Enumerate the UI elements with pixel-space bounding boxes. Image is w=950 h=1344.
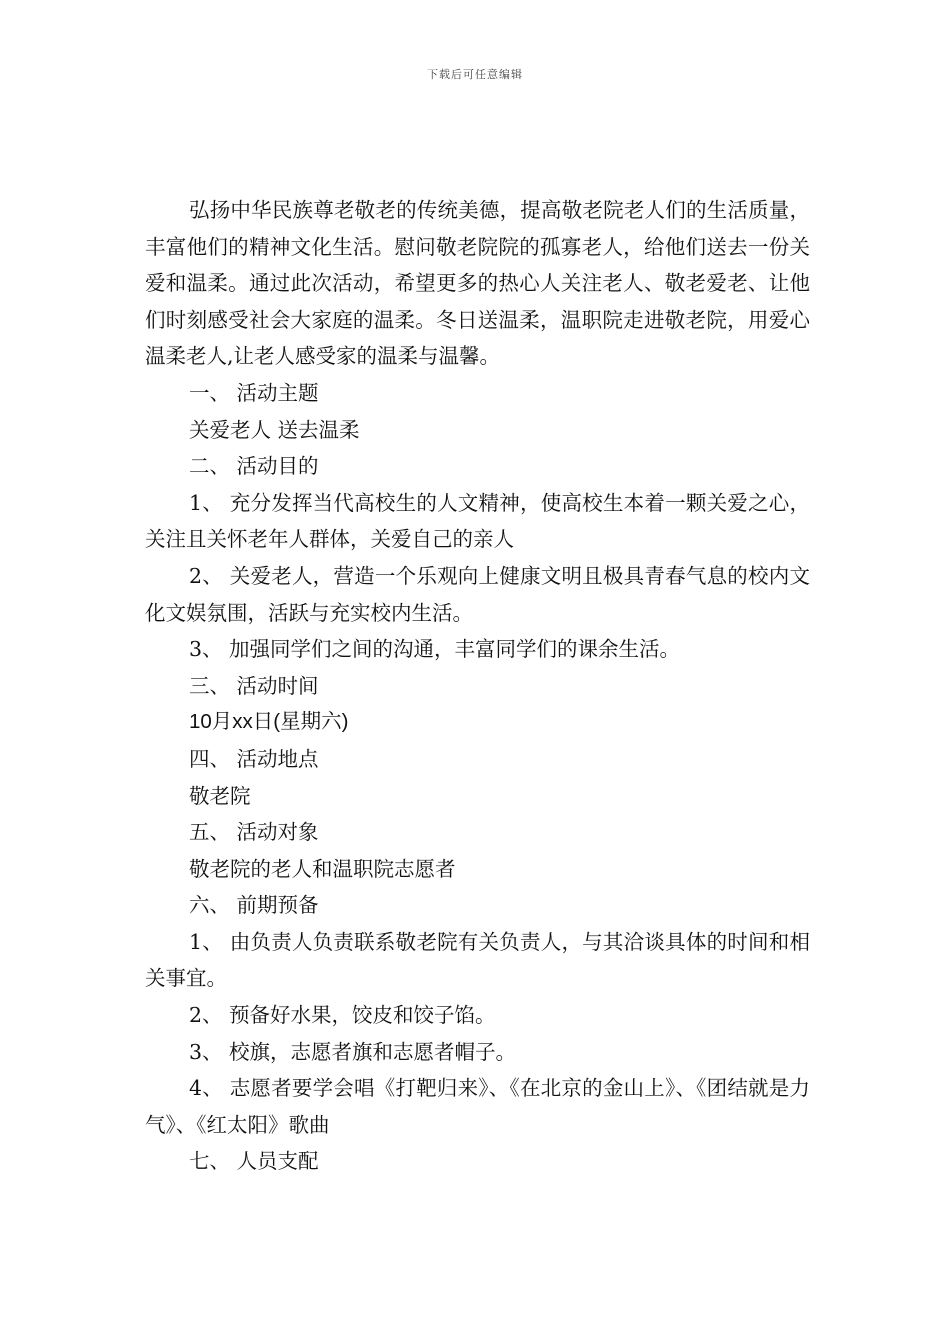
preparation-item-4: 4、 志愿者要学会唱《打靶归来》、《在北京的金山上》、《团结就是力气》、《红太阳》歌曲 — [145, 1076, 810, 1137]
section-heading-staffing: 七、 人员支配 — [189, 1149, 319, 1174]
section-text-time: 10月xx日(星期六) — [189, 710, 349, 734]
preparation-item-2: 2、 预备好水果，饺皮和饺子馅。 — [189, 1003, 496, 1028]
section-heading-time: 三、 活动时间 — [189, 673, 319, 698]
section-text-target: 敬老院的老人和温职院志愿者 — [189, 856, 456, 881]
section-heading-theme: 一、 活动主题 — [189, 380, 319, 405]
intro-paragraph: 弘扬中华民族尊老敬老的传统美德，提高敬老院老人们的生活质量，丰富他们的精神文化生活。慰问敬老院院的孤寡老人，给他们送去一份关爱和温柔。通过此次活动，希望更多的热心人关注老人、敬老爱老、让他们时刻感受社会大家庭的温柔。冬日送温柔，温职院走进敬老院，用爱心温柔老人,让老人感受家的温柔与温馨。 — [145, 198, 810, 369]
purpose-item-2: 2、 关爱老人，营造一个乐观向上健康文明且极具青春气息的校内文化文娱氛围，活跃与充实校内生活。 — [145, 563, 810, 625]
page-header-note: 下载后可任意编辑 — [427, 68, 523, 81]
section-text-location: 敬老院 — [189, 783, 251, 808]
preparation-item-3: 3、 校旗，志愿者旗和志愿者帽子。 — [189, 1039, 517, 1064]
section-heading-preparation: 六、 前期预备 — [189, 893, 319, 918]
preparation-item-1: 1、 由负责人负责联系敬老院有关负责人，与其洽谈具体的时间和相关事宜。 — [145, 929, 810, 991]
section-heading-location: 四、 活动地点 — [189, 746, 319, 771]
document-body — [145, 192, 810, 1180]
section-text-theme: 关爱老人 送去温柔 — [189, 417, 360, 442]
section-heading-purpose: 二、 活动目的 — [189, 454, 319, 479]
purpose-item-3: 3、 加强同学们之间的沟通，丰富同学们的课余生活。 — [189, 637, 681, 662]
section-heading-target: 五、 活动对象 — [189, 820, 319, 845]
purpose-item-1: 1、 充分发挥当代高校生的人文精神，使高校生本着一颗关爱之心，关注且关怀老年人群体，关爱自己的亲人 — [145, 490, 810, 552]
